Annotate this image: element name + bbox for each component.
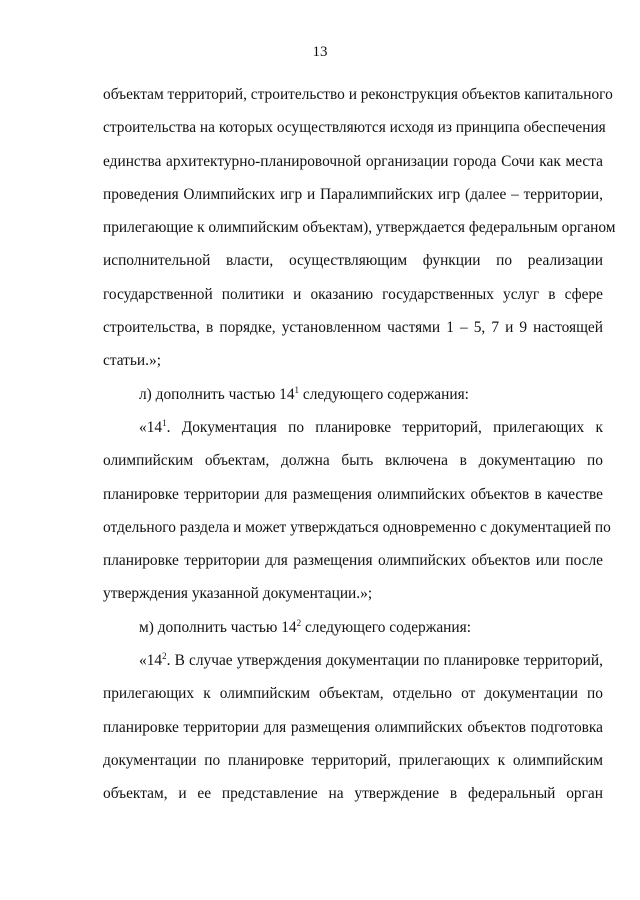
paragraph-14-1-start: [103, 411, 603, 444]
text-line: единства архитектурно-планировочной организации города Сочи как места: [103, 152, 603, 170]
text-line: отдельного раздела и может утверждаться одновременно с документацией по: [103, 518, 611, 536]
text-line: планировке территории для размещения олимпийских объектов в качестве: [103, 485, 603, 503]
text-line: планировке территории для размещения олимпийских объектов подготовка: [103, 718, 603, 736]
text-line: строительства на которых осуществляются исходя из принципа обеспечения: [103, 119, 606, 137]
text-line: документации по планировке территорий, прилегающих к олимпийским: [103, 751, 603, 769]
text-line: олимпийским объектам, должна быть включена в документацию по: [103, 452, 603, 470]
text-segment: «14: [139, 652, 163, 670]
text-segment: . В случае утверждения документации по планировке территорий,: [166, 652, 603, 670]
text-line: проведения Олимпийских игр и Паралимпийских игр (далее – территории,: [103, 185, 603, 203]
paragraph-item-l: [103, 378, 603, 411]
text-segment: л) дополнить частью 14: [139, 385, 295, 403]
text-segment: м) дополнить частью 14: [139, 618, 297, 636]
paragraph-14-2-start: [103, 644, 603, 677]
text-line: объектам, и ее представление на утверждение в федеральный орган: [103, 785, 603, 803]
text-segment: . Документация по планировке территорий, прилегающих к: [166, 418, 603, 436]
text-line: прилегающие к олимпийским объектам), утверждается федеральным органом: [103, 219, 616, 237]
text-segment: следующего содержания:: [299, 385, 469, 403]
superscript: 2: [296, 617, 302, 628]
text-line: объектам территорий, строительство и реконструкция объектов капитального: [103, 86, 613, 103]
text-line: прилегающих к олимпийским объектам, отдельно от документации по: [103, 685, 603, 703]
text-line: утверждения указанной документации.»;: [103, 585, 373, 603]
superscript: 1: [294, 384, 300, 395]
paragraph-item-m: [103, 611, 603, 644]
text-line: строительства, в порядке, установленном частями 1 – 5, 7 и 9 настоящей: [103, 319, 603, 337]
text-line: исполнительной власти, осуществляющим функции по реализации: [103, 252, 603, 270]
superscript: 2: [162, 651, 167, 662]
page-number: 13: [312, 44, 328, 60]
text-line: государственной политики и оказанию государственных услуг в сфере: [103, 285, 603, 303]
superscript: 1: [162, 417, 167, 428]
text-segment: следующего содержания:: [301, 618, 472, 636]
text-segment: «14: [139, 418, 163, 436]
body-text: [103, 78, 616, 811]
text-line: статьи.»;: [103, 352, 161, 370]
text-line: планировке территории для размещения олимпийских объектов или после: [103, 552, 603, 570]
